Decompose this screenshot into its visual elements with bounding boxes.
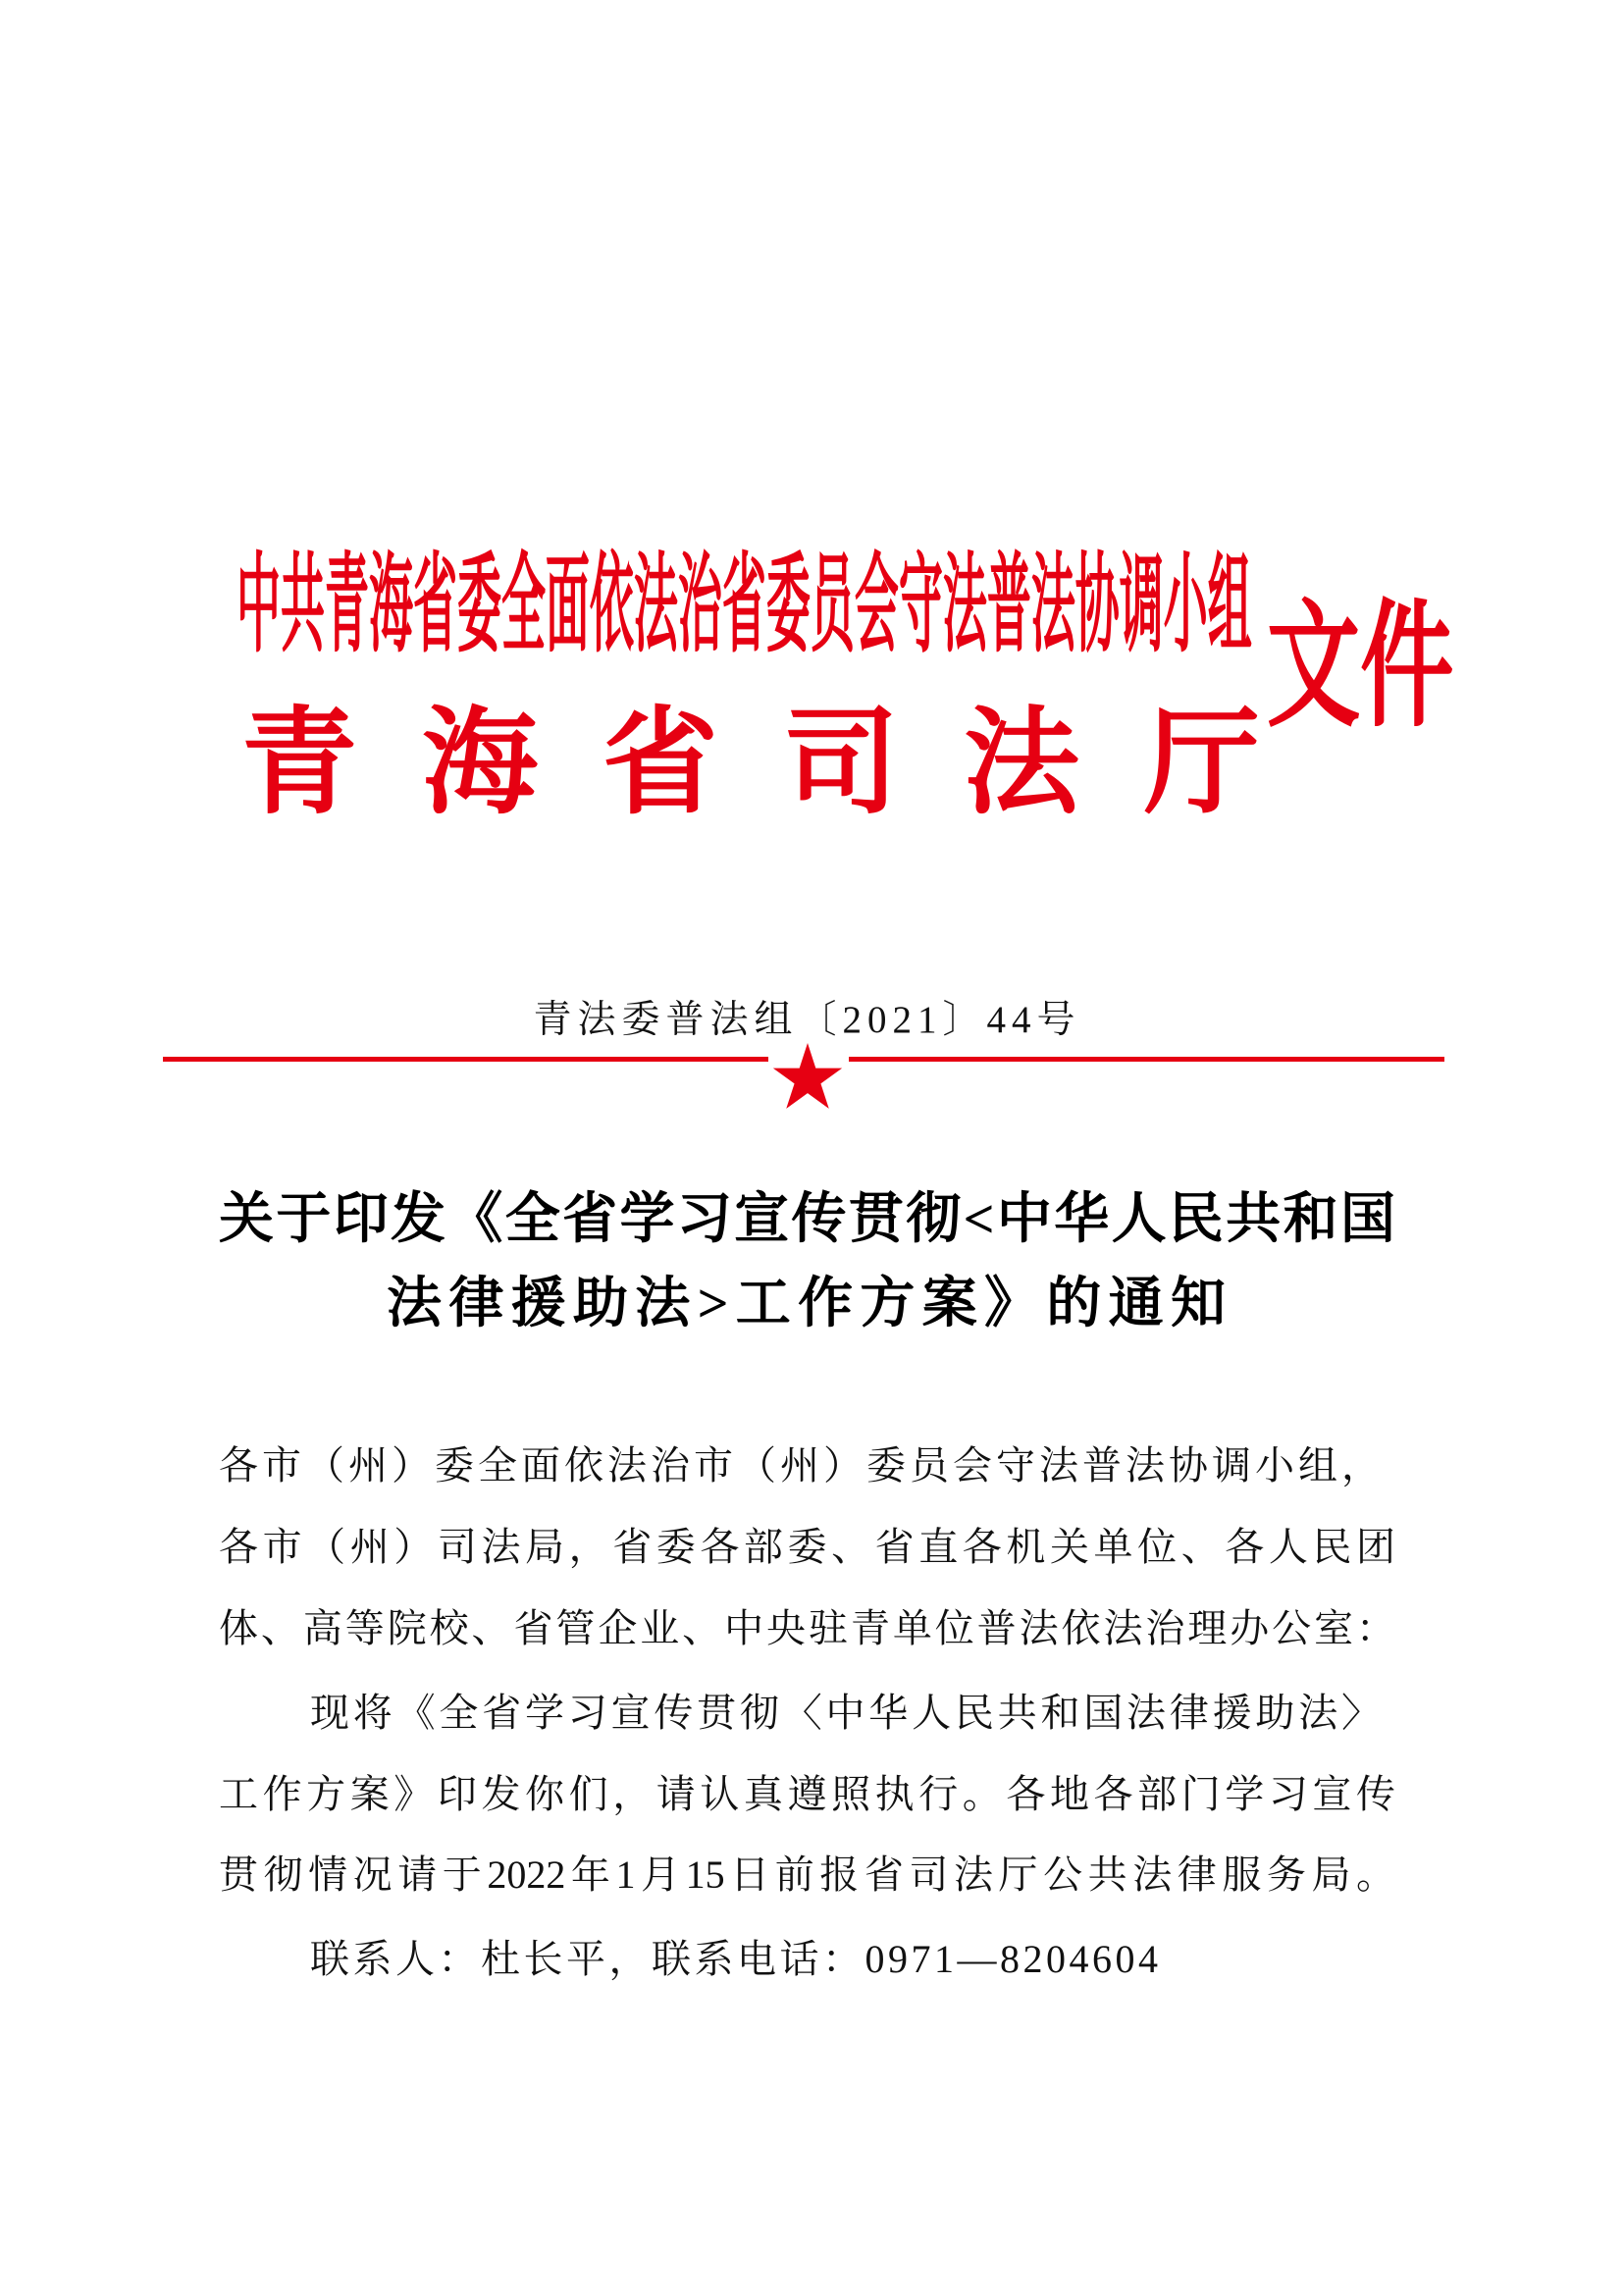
notice-line: 工作方案》印发你们，请认真遵照执行。各地各部门学习宣传: [219, 1772, 1395, 1816]
star-icon: [770, 1042, 845, 1117]
addressee-line: 体、高等院校、省管企业、中央驻青单位普法依法治理办公室：: [219, 1606, 1395, 1650]
divider-line-right: [849, 1057, 1444, 1062]
notice-line: 贯彻情况请于2022年1月15日前报省司法厅公共法律服务局。: [219, 1852, 1395, 1897]
document-number: 青法委普法组〔2021〕44号: [533, 999, 1081, 1041]
notice-line: 现将《全省学习宣传贯彻〈中华人民共和国法律援助法〉: [310, 1691, 1381, 1735]
document-title-line-1: 关于印发《全省学习宣传贯彻<中华人民共和国: [219, 1189, 1395, 1250]
divider-line-left: [163, 1057, 768, 1062]
issuer-name-department: 青海省司法厅: [241, 700, 1326, 828]
addressee-line: 各市（州）委全面依法治市（州）委员会守法普法协调小组，: [219, 1443, 1381, 1487]
addressee-line: 各市（州）司法局，省委各部委、省直各机关单位、各人民团: [219, 1525, 1395, 1569]
contact-line: 联系人：杜长平，联系电话：0971—8204604: [310, 1937, 1162, 1981]
document-title-line-2: 法律援助法>工作方案》的通知: [387, 1274, 1226, 1334]
issuer-name-committee: 中共青海省委全面依法治省委员会守法普法协调小组: [236, 546, 1252, 665]
document-type-label: 文件: [1267, 592, 1454, 744]
